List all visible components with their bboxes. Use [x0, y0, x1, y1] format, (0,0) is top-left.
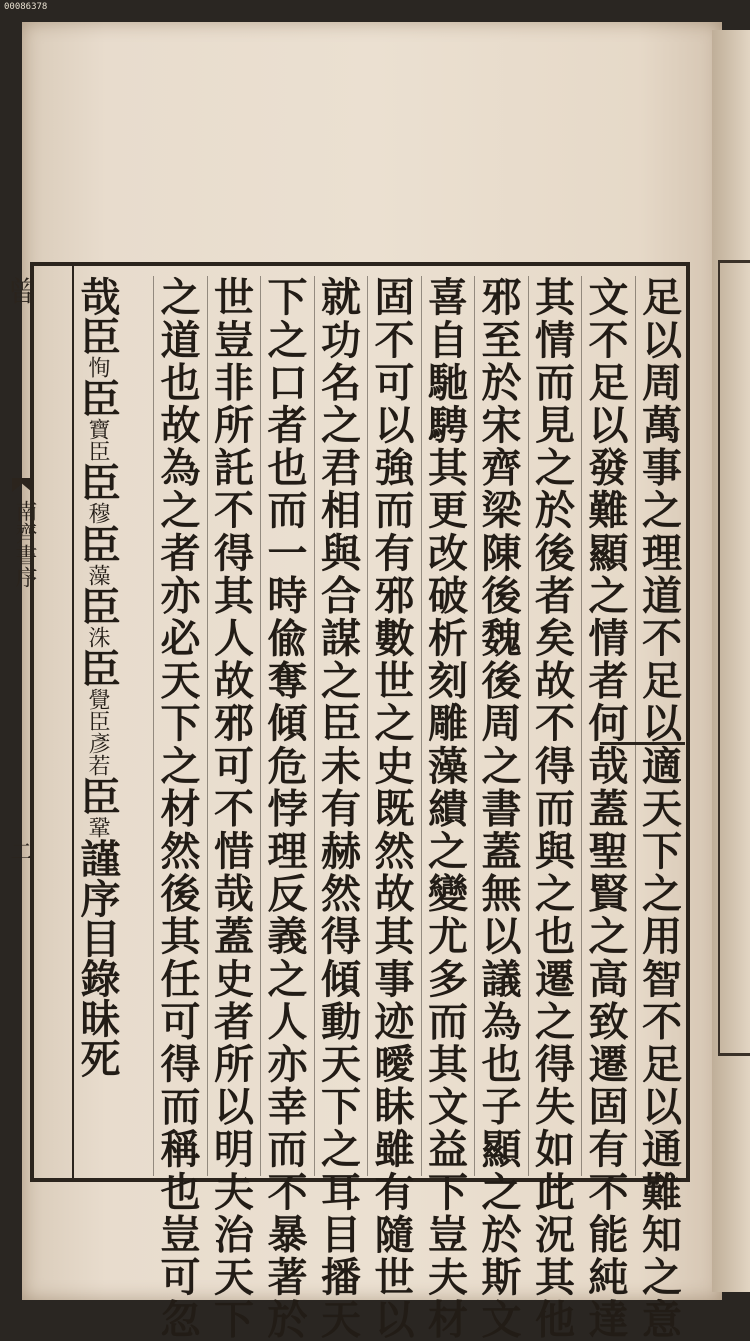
names-glyph: 鞏 [85, 816, 110, 838]
names-glyph: 穆 [85, 502, 110, 524]
names-glyph: 恂 [85, 356, 110, 378]
text-column: 邪至於宋齊梁陳後魏後周之書蓋無以議為也子顯之於斯文 [475, 276, 522, 1341]
names-column [74, 276, 120, 1176]
text-column: 固不可以強而有邪數世之史既然故其事迹曖眛雖有隨世以 [368, 276, 415, 1341]
names-glyph: 臣 [74, 586, 121, 626]
margin-title: 南齊書序 [12, 500, 37, 588]
names-glyph: 藻 [85, 564, 110, 586]
names-glyph: 哉臣 [74, 276, 121, 356]
names-glyph: 臣 [74, 462, 121, 502]
text-column: 之道也故為之者亦必天下之材然後其任可得而稱也豈可忽 [154, 276, 201, 1341]
names-glyph: 彥若 [85, 732, 110, 776]
names-glyph: 寶臣 [85, 418, 110, 462]
next-page-edge [712, 30, 750, 1292]
names-glyph: 臣 [74, 378, 121, 418]
text-column: 喜自馳騁其更改破析刻雕藻繢之變尤多而其文益下豈夫材 [421, 276, 469, 1341]
text-column: 就功名之君相與合謀之臣未有赫然得傾動天下之耳目播天 [314, 276, 362, 1341]
center-margin [30, 262, 74, 1182]
text-column: 世豈非所託不得其人故邪可不惜哉蓋史者所以明夫治天下 [207, 276, 255, 1341]
names-glyph: 洙 [85, 626, 110, 648]
names-glyph: 臣 [74, 648, 121, 688]
text-column: 下之口者也而一時偸奪傾危悖理反義之人亦幸而不暴著於 [261, 276, 308, 1341]
names-glyph: 臣 [74, 524, 121, 564]
names-glyph: 謹序目錄昧死 [74, 838, 121, 1078]
scan-id-label: 00086378 [4, 2, 48, 12]
text-column: 足以周萬事之理道不足以適天下之用智不足以通難知之意 [635, 276, 683, 1341]
text-column: 文不足以發難顯之情者何哉蓋聖賢之高致遷固有不能純達 [582, 276, 629, 1341]
names-glyph: 覺臣 [85, 688, 110, 732]
next-page-border [718, 260, 750, 1056]
margin-page-number: 二 [7, 840, 32, 862]
margin-top-glyph: 曾 [7, 275, 36, 308]
names-glyph: 臣 [74, 776, 121, 816]
text-column: 其情而見之於後者矣故不得而與之也遷之得失如此況其他 [528, 276, 576, 1341]
